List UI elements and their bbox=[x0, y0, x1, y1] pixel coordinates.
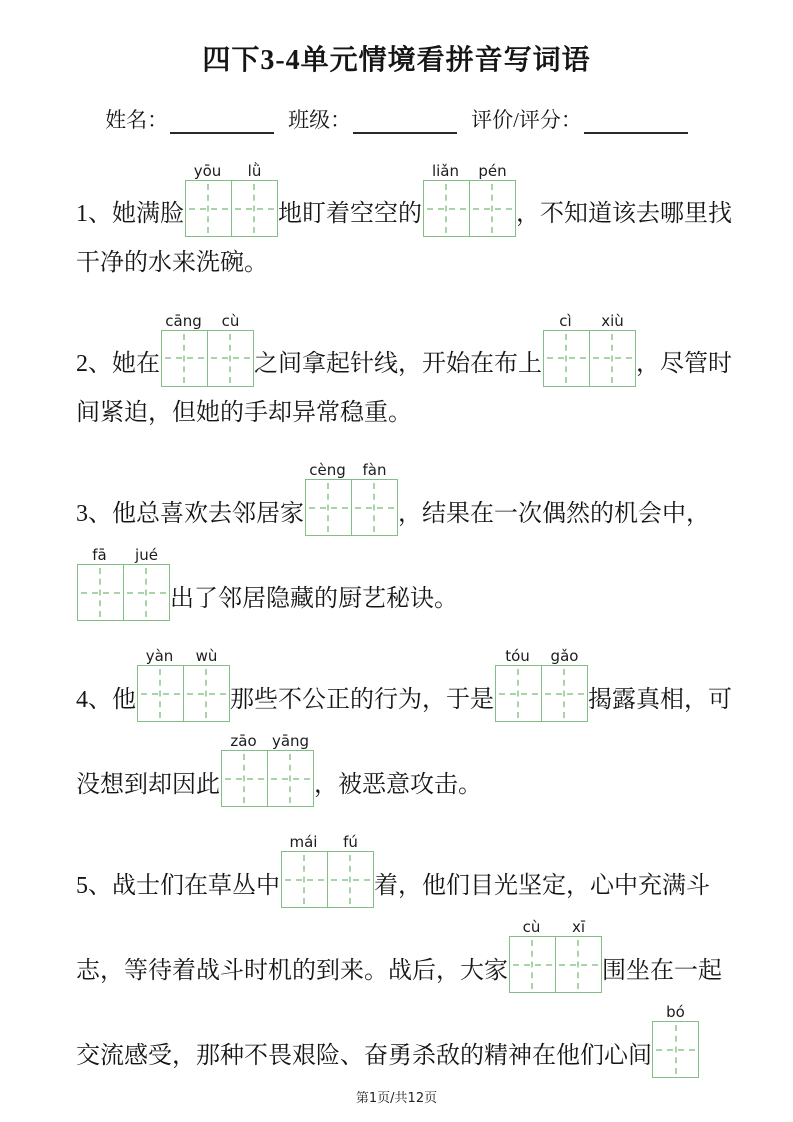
writing-boxes-row bbox=[652, 1021, 699, 1078]
pinyin-label: cāng bbox=[165, 311, 202, 330]
header-fields bbox=[76, 104, 717, 136]
writing-boxes-row bbox=[221, 750, 314, 807]
pinyin-box-group bbox=[280, 833, 374, 908]
pinyin-label: liǎn bbox=[431, 162, 460, 180]
pinyin-label: gǎo bbox=[550, 647, 579, 666]
writing-box bbox=[305, 479, 352, 536]
writing-boxes-row bbox=[77, 564, 170, 621]
sentence-line bbox=[76, 397, 717, 436]
writing-box bbox=[208, 330, 254, 387]
writing-boxes-row bbox=[543, 330, 636, 387]
sentence-text: 那些不公正的行为，于是 bbox=[230, 686, 494, 713]
class-field bbox=[288, 104, 471, 136]
sentence-line bbox=[76, 546, 717, 621]
pinyin-label: wù bbox=[195, 647, 218, 666]
pinyin-label: cù bbox=[522, 918, 541, 937]
pinyin-box-group bbox=[542, 312, 636, 387]
writing-box bbox=[542, 665, 588, 722]
pinyin-row bbox=[652, 1003, 699, 1021]
pinyin-box-group bbox=[76, 546, 170, 621]
pinyin-label: fā bbox=[92, 546, 107, 565]
writing-box bbox=[281, 851, 328, 908]
writing-boxes-row bbox=[161, 330, 254, 387]
writing-box bbox=[590, 330, 636, 387]
writing-boxes-row bbox=[509, 936, 602, 993]
pinyin-label: pén bbox=[478, 162, 507, 180]
pinyin-label: zāo bbox=[230, 732, 257, 751]
pinyin-label: bó bbox=[666, 1003, 685, 1022]
sentence-text: 2、她在 bbox=[76, 351, 160, 377]
pinyin-box-group bbox=[220, 732, 314, 807]
sentence-text: 间紧迫，但她的手却异常稳重。 bbox=[76, 399, 412, 426]
sentence-text: 干净的水来洗碗。 bbox=[76, 250, 268, 276]
class-blank-line bbox=[353, 114, 457, 134]
sentence-line bbox=[76, 732, 717, 807]
sentence-text: 出了邻居隐藏的厨艺秘诀。 bbox=[170, 585, 458, 612]
sentence-text: 之间拿起针线，开始在布上 bbox=[254, 351, 542, 377]
pinyin-label: yāng bbox=[271, 732, 310, 751]
sentence-text: ，不知道该去哪里找 bbox=[516, 201, 732, 228]
pinyin-row bbox=[280, 833, 374, 851]
sentence-text: ，尽管时 bbox=[636, 351, 732, 377]
sentence-line bbox=[76, 1003, 717, 1078]
pinyin-row bbox=[542, 312, 636, 330]
score-label: 评价/评分： bbox=[471, 108, 582, 132]
pinyin-label: mái bbox=[289, 833, 318, 852]
writing-boxes-row bbox=[495, 665, 588, 722]
writing-boxes-row bbox=[185, 180, 278, 237]
sentence-line bbox=[76, 833, 717, 908]
writing-box bbox=[124, 564, 170, 621]
name-blank-line bbox=[170, 114, 274, 134]
pinyin-row bbox=[494, 647, 588, 665]
writing-boxes-row bbox=[137, 665, 230, 722]
sentence-text: 地盯着空空的 bbox=[278, 201, 422, 228]
class-label: 班级： bbox=[288, 108, 352, 132]
sentence bbox=[76, 461, 717, 621]
sentence-text: 4、他 bbox=[76, 686, 136, 713]
sentence-text: 5、战士们在草丛中 bbox=[76, 872, 280, 899]
pinyin-label: cù bbox=[221, 311, 240, 330]
sentence bbox=[76, 311, 732, 436]
pinyin-row bbox=[508, 918, 602, 936]
sentence-line bbox=[76, 647, 732, 722]
pinyin-label: cì bbox=[559, 311, 572, 330]
sentence-text: 揭露真相，可 bbox=[588, 686, 732, 713]
pinyin-box-group bbox=[136, 647, 230, 722]
sentence-text: ，被恶意攻击。 bbox=[314, 771, 482, 798]
pinyin-row bbox=[422, 162, 516, 180]
pinyin-label: yàn bbox=[145, 647, 174, 666]
pinyin-row bbox=[76, 546, 170, 564]
sentence-line bbox=[76, 247, 717, 286]
pinyin-label: xī bbox=[571, 918, 586, 937]
writing-box bbox=[423, 180, 470, 237]
writing-box bbox=[328, 851, 374, 908]
writing-box bbox=[185, 180, 232, 237]
sentence bbox=[76, 162, 732, 286]
sentence-line bbox=[76, 311, 732, 387]
writing-box bbox=[495, 665, 542, 722]
pinyin-row bbox=[184, 162, 278, 180]
pinyin-box-group bbox=[160, 312, 254, 387]
score-field bbox=[471, 104, 688, 136]
writing-box bbox=[509, 936, 556, 993]
sentence-text: ，结果在一次偶然的机会中， bbox=[398, 500, 710, 527]
sentence-text: 交流感受，那种不畏艰险、奋勇杀敌的精神在他们心间 bbox=[76, 1042, 652, 1069]
writing-box bbox=[470, 180, 516, 237]
writing-box bbox=[184, 665, 230, 722]
sentence-text: 围坐在一起 bbox=[602, 957, 722, 984]
writing-box bbox=[556, 936, 602, 993]
writing-box bbox=[352, 479, 398, 536]
writing-boxes-row bbox=[423, 180, 516, 237]
pinyin-label: fàn bbox=[362, 461, 387, 480]
pinyin-box-group bbox=[184, 162, 278, 237]
page-footer: 第1页/共12页 bbox=[355, 1091, 438, 1106]
pinyin-label: xiù bbox=[601, 311, 624, 330]
writing-boxes-row bbox=[281, 851, 374, 908]
writing-boxes-row bbox=[305, 479, 398, 536]
writing-box bbox=[232, 180, 278, 237]
pinyin-label: tóu bbox=[505, 647, 530, 666]
sentence-text: 3、他总喜欢去邻居家 bbox=[76, 500, 304, 527]
pinyin-row bbox=[220, 732, 314, 750]
pinyin-label: lǜ bbox=[247, 162, 262, 180]
pinyin-box-group bbox=[422, 162, 516, 237]
pinyin-row bbox=[136, 647, 230, 665]
writing-box bbox=[652, 1021, 699, 1078]
name-field bbox=[105, 104, 288, 136]
sentence-text: 着，他们目光坚定，心中充满斗 bbox=[374, 872, 710, 899]
pinyin-box-group bbox=[304, 461, 398, 536]
pinyin-label: cèng bbox=[309, 461, 346, 480]
name-label: 姓名： bbox=[105, 108, 169, 132]
sentence bbox=[76, 647, 732, 807]
writing-box bbox=[77, 564, 124, 621]
pinyin-row bbox=[160, 312, 254, 330]
pinyin-label: fú bbox=[343, 833, 358, 852]
sentence-line bbox=[76, 162, 732, 237]
sentence-text: 没想到却因此 bbox=[76, 771, 220, 798]
writing-box bbox=[221, 750, 268, 807]
sentences bbox=[76, 162, 732, 1078]
pinyin-label: yōu bbox=[193, 162, 222, 180]
pinyin-label: jué bbox=[135, 546, 158, 565]
sentence-line bbox=[76, 461, 717, 536]
writing-box bbox=[268, 750, 314, 807]
sentence-text: 1、她满脸 bbox=[76, 201, 184, 228]
sentence-text: 志，等待着战斗时机的到来。战后，大家 bbox=[76, 957, 508, 984]
pinyin-box-group bbox=[494, 647, 588, 722]
page-title: 四下3-4单元情境看拼音写词语 bbox=[202, 45, 591, 76]
pinyin-row bbox=[304, 461, 398, 479]
sentence bbox=[76, 833, 722, 1078]
writing-box bbox=[161, 330, 208, 387]
pinyin-box-group bbox=[652, 1003, 699, 1078]
score-blank-line bbox=[584, 114, 688, 134]
writing-box bbox=[137, 665, 184, 722]
writing-box bbox=[543, 330, 590, 387]
sentence-line bbox=[76, 918, 722, 993]
pinyin-box-group bbox=[508, 918, 602, 993]
